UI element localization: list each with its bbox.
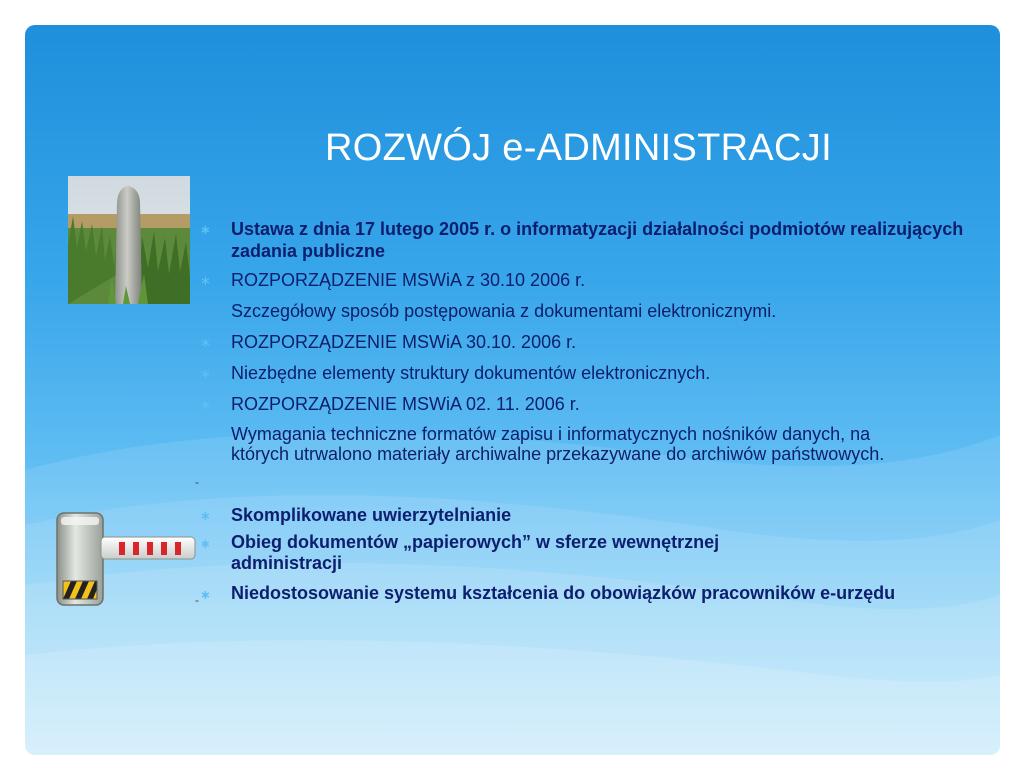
bullet-icon: ∗ [200,536,211,551]
list-item-text: Ustawa z dnia 17 lutego 2005 r. o informatyzacji działalności podmiotów realizujących zadania publiczne [231,219,964,261]
barrier-gate-icon [45,511,197,607]
list-item [200,532,970,574]
separator-mark-2: - [195,593,199,607]
list-item-text: Szczegółowy sposób postępowania z dokumentami elektronicznymi. [231,301,777,321]
slide-title: ROZWÓJ e-ADMINISTRACJI [325,127,832,169]
list-item [200,504,970,526]
list-item [200,393,970,415]
bullet-icon: ∗ [200,397,211,412]
list-item-text: ROZPORZĄDZENIE MSWiA 02. 11. 2006 r. [231,394,580,414]
list-item [200,218,970,262]
bullet-icon: ∗ [200,366,211,381]
list-item [200,269,970,291]
content-list [200,218,970,604]
list-item-text: ROZPORZĄDZENIE MSWiA z 30.10 2006 r. [231,270,586,290]
bullet-icon: ∗ [200,587,211,602]
list-item-text: Wymagania techniczne formatów zapisu i informatycznych nośników danych, na których utrwalono materiały archiwalne przekazywane do archiwów państwowych. [231,424,885,464]
boundary-post-photo [68,176,190,304]
list-item-text: Niedostosowanie systemu kształcenia do obowiązków pracowników e-urzędu [231,583,896,603]
list-item-text: Skomplikowane uwierzytelnianie [231,505,512,525]
list-item [200,331,970,353]
bullet-icon: ∗ [200,508,211,523]
list-item [200,424,970,464]
list-item-text: ROZPORZĄDZENIE MSWiA 30.10. 2006 r. [231,332,577,352]
bullet-icon: ∗ [200,335,211,350]
list-item [200,362,970,384]
list-item-text: Niezbędne elementy struktury dokumentów elektronicznych. [231,363,711,383]
slide [25,25,1000,755]
list-item-text: Obieg dokumentów „papierowych” w sferze wewnętrznej administracji [231,532,720,573]
list-item [200,583,970,604]
separator-mark: - [195,475,199,489]
bullet-icon: ∗ [200,222,211,237]
bullet-icon: ∗ [200,273,211,288]
list-item [200,300,970,322]
